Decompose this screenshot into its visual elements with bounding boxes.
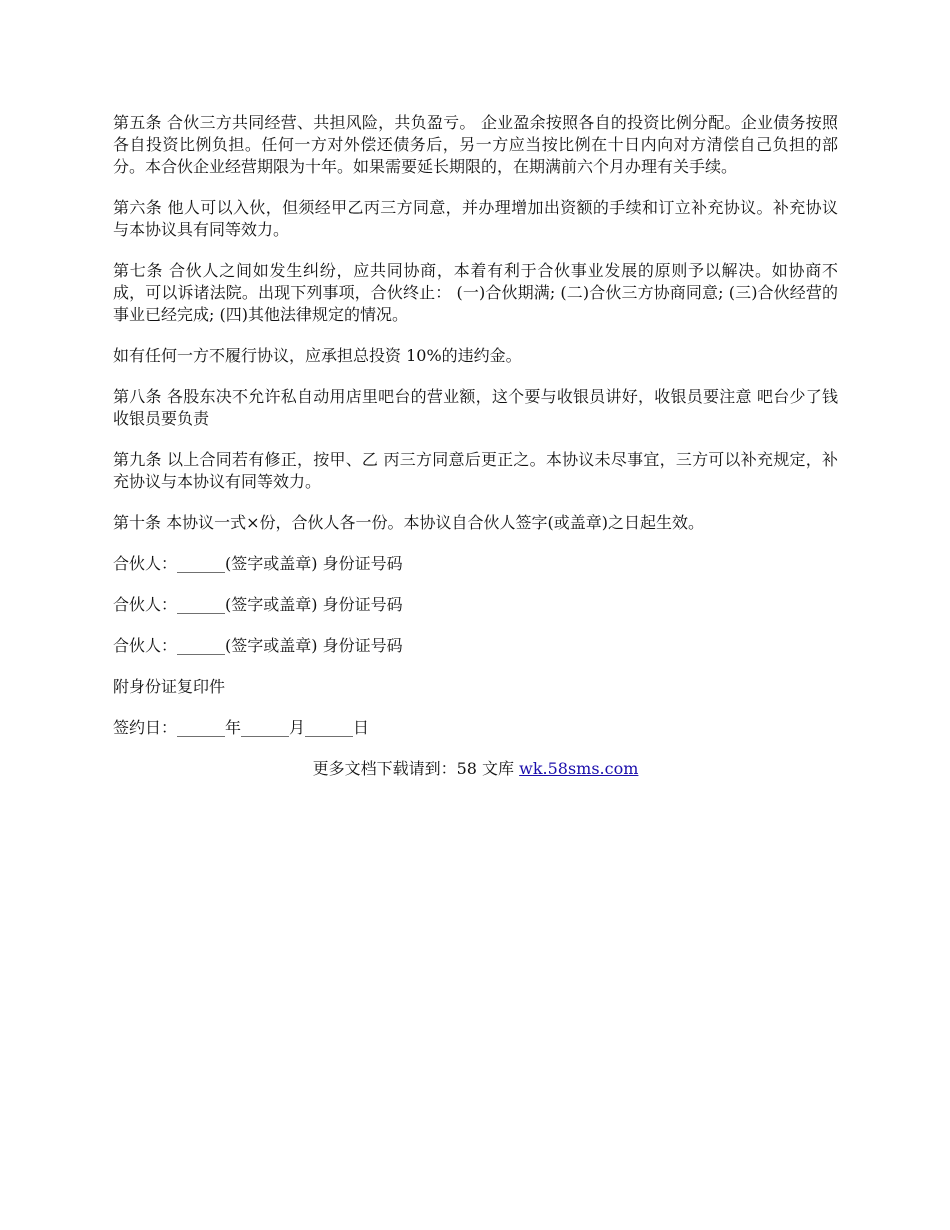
- document-page: [113, 112, 838, 780]
- footer-prefix: 更多文档下载请到：58 文库: [312, 759, 520, 778]
- article-8: 第八条 各股东决不允许私自动用店里吧台的营业额，这个要与收银员讲好，收银员要注意 吧台少了钱收银员要负责: [113, 387, 838, 428]
- attachment-note: 附身份证复印件: [113, 677, 226, 696]
- sign-date-line: 签约日：______年______月______日: [113, 718, 370, 737]
- partner-signature-line: 合伙人：______(签字或盖章) 身份证号码: [113, 554, 403, 573]
- breach-clause: 如有任何一方不履行协议，应承担总投资 10%的违约金。: [113, 346, 522, 365]
- article-9: 第九条 以上合同若有修正，按甲、乙 丙三方同意后更正之。本协议未尽事宜，三方可以补充规定，补充协议与本协议有同等效力。: [113, 450, 838, 491]
- partner-signature-line: 合伙人：______(签字或盖章) 身份证号码: [113, 636, 403, 655]
- article-6: 第六条 他人可以入伙，但须经甲乙丙三方同意，并办理增加出资额的手续和订立补充协议。补充协议与本协议具有同等效力。: [113, 198, 838, 239]
- article-7: 第七条 合伙人之间如发生纠纷，应共同协商，本着有利于合伙事业发展的原则予以解决。如协商不成，可以诉诸法院。出现下列事项，合伙终止： (一)合伙期满; (二)合伙三方协商同意; (三)合伙经营的事业已经完成; (四)其他法律规定的情况。: [113, 261, 838, 324]
- footer-link[interactable]: wk.58sms.com: [519, 759, 639, 778]
- partner-signature-line: 合伙人：______(签字或盖章) 身份证号码: [113, 595, 403, 614]
- footer: [113, 758, 838, 780]
- article-10: 第十条 本协议一式×份，合伙人各一份。本协议自合伙人签字(或盖章)之日起生效。: [113, 513, 704, 532]
- article-5: 第五条 合伙三方共同经营、共担风险，共负盈亏。 企业盈余按照各自的投资比例分配。企业债务按照各自投资比例负担。任何一方对外偿还债务后，另一方应当按比例在十日内向对方清偿自己负担的部分。本合伙企业经营期限为十年。如果需要延长期限的，在期满前六个月办理有关手续。: [113, 113, 838, 176]
